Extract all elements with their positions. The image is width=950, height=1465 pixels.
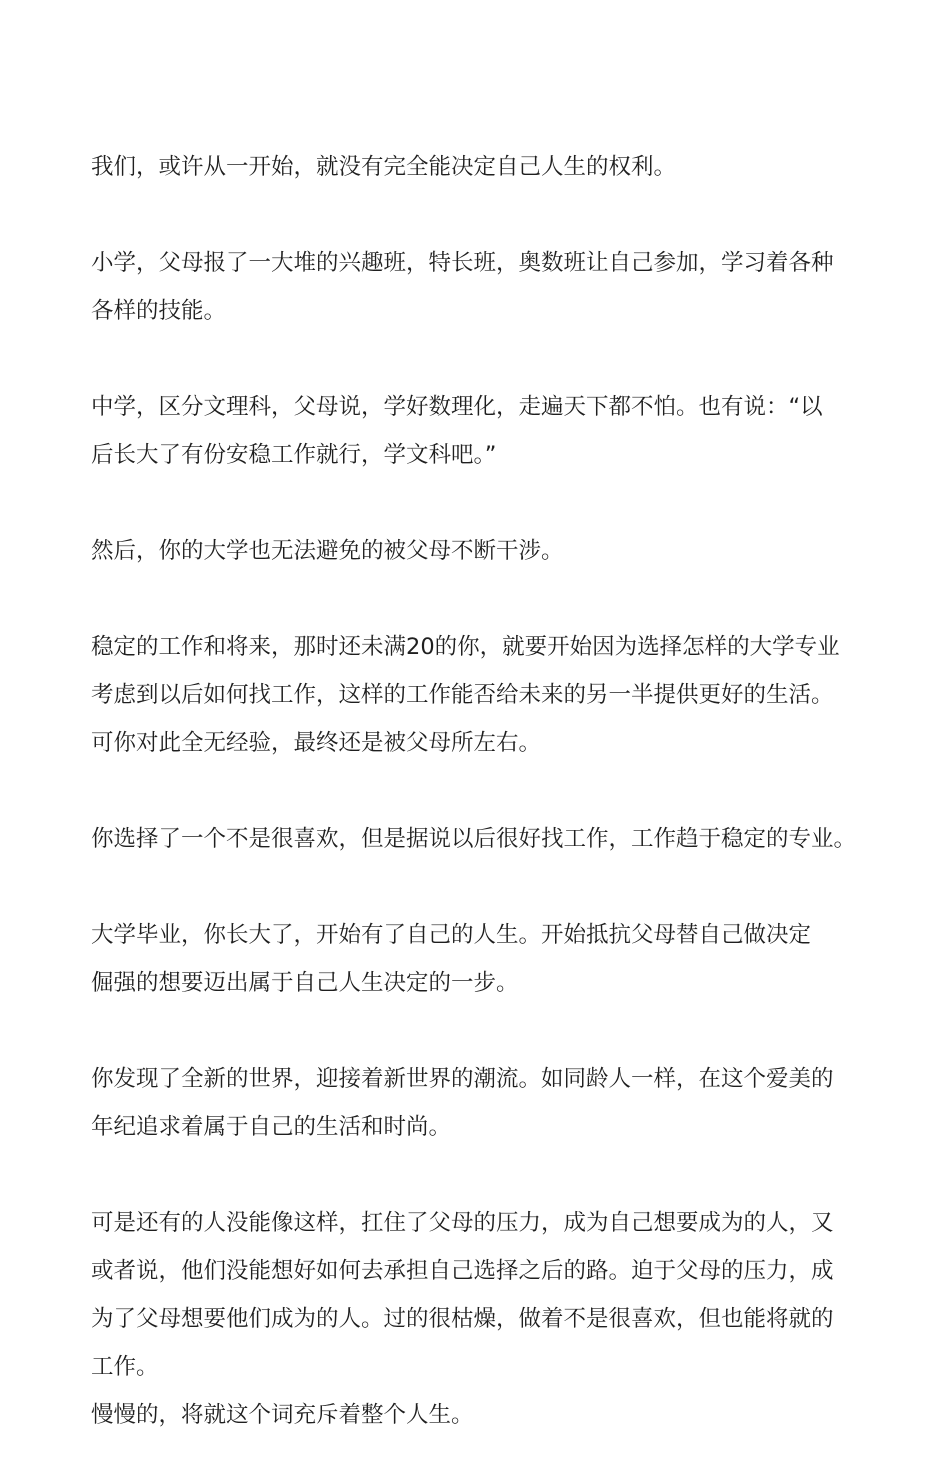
text-line: 你选择了一个不是很喜欢，但是据说以后很好找工作，工作趋于稳定的专业。	[91, 826, 857, 852]
paragraph-7	[91, 911, 911, 1007]
text-line: 稳定的工作和将来，那时还未满20的你，就要开始因为选择怎样的大学专业	[91, 634, 840, 660]
text-line: 各样的技能。	[91, 298, 227, 324]
text-line: 然后，你的大学也无法避免的被父母不断干涉。	[91, 538, 564, 564]
paragraph-9	[91, 1199, 911, 1391]
paragraph-5	[91, 623, 911, 767]
text-line: 工作。	[91, 1354, 159, 1380]
text-line: 可是还有的人没能像这样，扛住了父母的压力，成为自己想要成为的人，又	[91, 1210, 834, 1236]
paragraph-2	[91, 239, 911, 335]
paragraph-4	[91, 527, 911, 575]
text-line: 你发现了全新的世界，迎接着新世界的潮流。如同龄人一样，在这个爱美的	[91, 1066, 834, 1092]
text-line: 后长大了有份安稳工作就行，学文科吧。”	[91, 442, 497, 468]
text-line: 慢慢的，将就这个词充斥着整个人生。	[91, 1402, 474, 1428]
paragraph-8	[91, 1055, 911, 1151]
text-line: 小学，父母报了一大堆的兴趣班，特长班，奥数班让自己参加，学习着各种	[91, 250, 834, 276]
text-line: 中学，区分文理科，父母说，学好数理化，走遍天下都不怕。也有说：“以	[91, 394, 823, 420]
text-line: 年纪追求着属于自己的生活和时尚。	[91, 1114, 452, 1140]
text-line: 倔强的想要迈出属于自己人生决定的一步。	[91, 970, 519, 996]
article-body	[91, 143, 911, 1439]
paragraph-3	[91, 383, 911, 479]
text-line: 考虑到以后如何找工作，这样的工作能否给未来的另一半提供更好的生活。	[91, 682, 834, 708]
text-line: 或者说，他们没能想好如何去承担自己选择之后的路。迫于父母的压力，成	[91, 1258, 834, 1284]
paragraph-6	[91, 815, 911, 863]
paragraph-10	[91, 1391, 911, 1439]
text-line: 为了父母想要他们成为的人。过的很枯燥，做着不是很喜欢，但也能将就的	[91, 1306, 834, 1332]
text-line: 我们，或许从一开始，就没有完全能决定自己人生的权利。	[91, 154, 677, 180]
text-line: 可你对此全无经验，最终还是被父母所左右。	[91, 730, 542, 756]
text-line: 大学毕业，你长大了，开始有了自己的人生。开始抵抗父母替自己做决定	[91, 922, 812, 948]
paragraph-1	[91, 143, 911, 191]
